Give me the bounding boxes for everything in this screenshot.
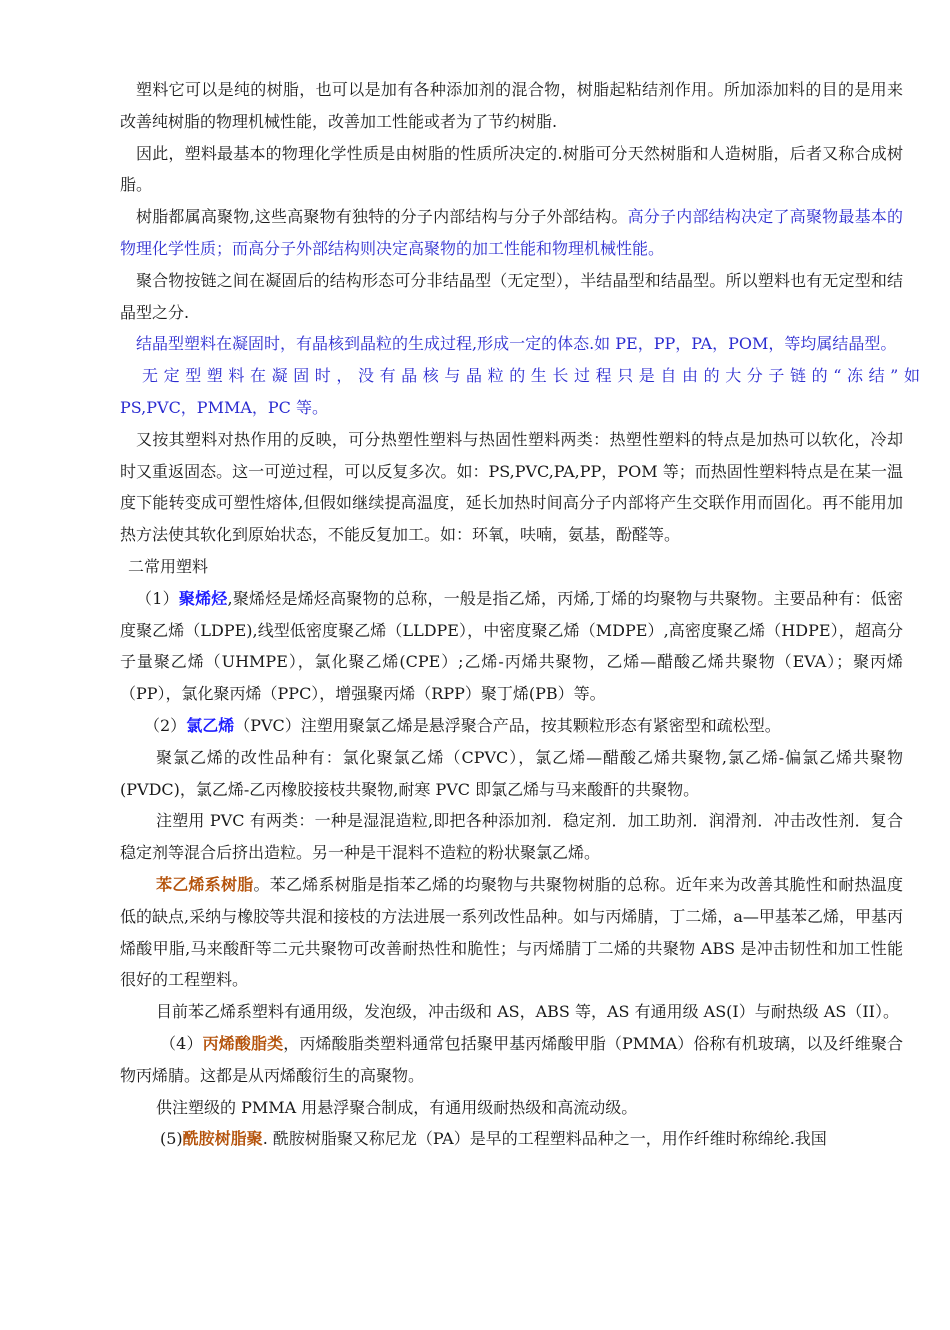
paragraph-polymer-structure <box>120 201 903 265</box>
acrylic-prefix: （4） <box>160 1033 203 1053</box>
paragraph-crystallinity: 聚合物按链之间在凝固后的结构形态可分非结晶型（无定型），半结晶型和结晶型。所以塑料也有无定型和结晶型之分. <box>120 270 903 322</box>
paragraph-pvc-modified: 聚氯乙烯的改性品种有：氯化聚氯乙烯（CPVC），氯乙烯—醋酸乙烯共聚物,氯乙烯-偏氯乙烯共聚物(PVDC)，氯乙烯-乙丙橡胶接枝共聚物,耐寒 PVC 即氯乙烯与马来酸酐的共聚物。 <box>120 747 903 799</box>
polyolefin-text: ,聚烯烃是烯烃高聚物的总称，一般是指乙烯，丙烯,丁烯的均聚物与共聚物。主要品种有：低密度聚乙烯（LDPE),线型低密度聚乙烯（LLDPE），中密度聚乙烯（MDPE）,高密度聚乙烯（HDPE），超高分子量聚乙烯（UHMPE），氯化聚乙烯(CPE）;乙烯-丙烯共聚物，乙烯—醋酸乙烯共聚物（EVA）；聚丙烯（PP），氯化聚丙烯（PPC），增强聚丙烯（RPP）聚丁烯(PB）等。 <box>120 588 903 704</box>
pvc-prefix: （2） <box>144 715 187 735</box>
polyolefin-keyword: 聚烯烃 <box>178 588 228 608</box>
polyamide-prefix: (5) <box>160 1129 183 1149</box>
paragraph-resin-types: 因此，塑料最基本的物理化学性质是由树脂的性质所决定的.树脂可分天然树脂和人造树脂，后者又称合成树脂。 <box>120 143 903 195</box>
paragraph-styrene-grades: 目前苯乙烯系塑料有通用级，发泡级，冲击级和 AS，ABS 等，AS 有通用级 AS(I）与耐热级 AS（II）。 <box>156 1002 899 1022</box>
section-heading-common-plastics: 二常用塑料 <box>128 556 209 576</box>
paragraph-vinyl-chloride <box>120 710 903 742</box>
paragraph-polyamide <box>120 1123 903 1155</box>
paragraph-pvc-injection: 注塑用 PVC 有两类：一种是湿混造粒,即把各种添加剂．稳定剂．加工助剂．润滑剂．冲击改性剂．复合稳定剂等混合后挤出造粒。另一种是干混料不造粒的粉状聚氯乙烯。 <box>120 811 903 863</box>
polyamide-keyword: 酰胺树脂聚 <box>182 1129 263 1149</box>
paragraph-polyolefin <box>120 583 903 710</box>
pvc-text: （PVC）注塑用聚氯乙烯是悬浮聚合产品，按其颗粒形态有紧密型和疏松型。 <box>234 715 781 735</box>
amorphous-line-1: 无定型塑料在凝固时，没有晶核与晶粒的生长过程只是自由的大分子链的“冻结”如 <box>142 366 926 386</box>
document-body <box>120 74 926 1155</box>
paragraph-thermoplastic-thermoset: 又按其塑料对热作用的反映，可分热塑性塑料与热固性塑料两类：热塑性塑料的特点是加热可以软化，冷却时又重返固态。这一可逆过程，可以反复多次。如：PS,PVC,PA,PP，POM 等；而热固性塑料特点是在某一温度下能转变成可塑性熔体,但假如继续提高温度，延长加热时间高分子内部将产生交联作用而固化。再不能用加热方法使其软化到原始状态，不能反复加工。如：环氧，呋喃，氨基，酚醛等。 <box>120 429 903 545</box>
paragraph-acrylic <box>120 1028 903 1092</box>
paragraph-plastic-definition: 塑料它可以是纯的树脂，也可以是加有各种添加剂的混合物，树脂起粘结剂作用。所加添加料的目的是用来改善纯树脂的物理机械性能，改善加工性能或者为了节约树脂. <box>120 80 903 131</box>
acrylic-text: ，丙烯酸脂类塑料通常包括聚甲基丙烯酸甲脂（PMMA）俗称有机玻璃，以及纤维聚合物丙烯腈。这都是从丙烯酸衍生的高聚物。 <box>120 1033 903 1085</box>
paragraph-crystalline-plastics: 结晶型塑料在凝固时，有晶核到晶粒的生成过程,形成一定的体态.如 PE，PP，PA，POM，等均属结晶型。 <box>136 334 897 354</box>
paragraph-styrene-resin <box>120 869 903 996</box>
paragraph-pmma-grades: 供注塑级的 PMMA 用悬浮聚合制成，有通用级耐热级和高流动级。 <box>156 1097 638 1117</box>
polymer-structure-plain: 树脂都属高聚物,这些高聚物有独特的分子内部结构与分子外部结构。 <box>136 207 628 227</box>
polymer-structure-highlight: 高分子内部结构决定了高聚物最基本的物理化学性质；而高分子外部结构则决定高聚物的加工性能和物理机械性能。 <box>120 207 903 258</box>
styrene-keyword: 苯乙烯系树脂 <box>156 874 254 894</box>
paragraph-amorphous-plastics <box>120 360 926 424</box>
polyolefin-prefix: （1） <box>136 588 179 608</box>
amorphous-line-2: PS,PVC，PMMA，PC 等。 <box>120 397 328 417</box>
styrene-text: 。苯乙烯系树脂是指苯乙烯的均聚物与共聚物树脂的总称。近年来为改善其脆性和耐热温度低的缺点,采纳与橡胶等共混和接枝的方法进展一系列改性品种。如与丙烯腈，丁二烯，a—甲基苯乙烯，甲基丙烯酸甲脂,马来酸酐等二元共聚物可改善耐热性和脆性；与丙烯腈丁二烯的共聚物 ABS 是冲击韧性和加工性能很好的工程塑料。 <box>120 874 903 990</box>
polyamide-text: . 酰胺树脂聚又称尼龙（PA）是早的工程塑料品种之一，用作纤维时称绵纶.我国 <box>262 1129 827 1149</box>
acrylic-keyword: 丙烯酸脂类 <box>202 1033 284 1053</box>
pvc-keyword: 氯乙烯 <box>186 715 235 735</box>
